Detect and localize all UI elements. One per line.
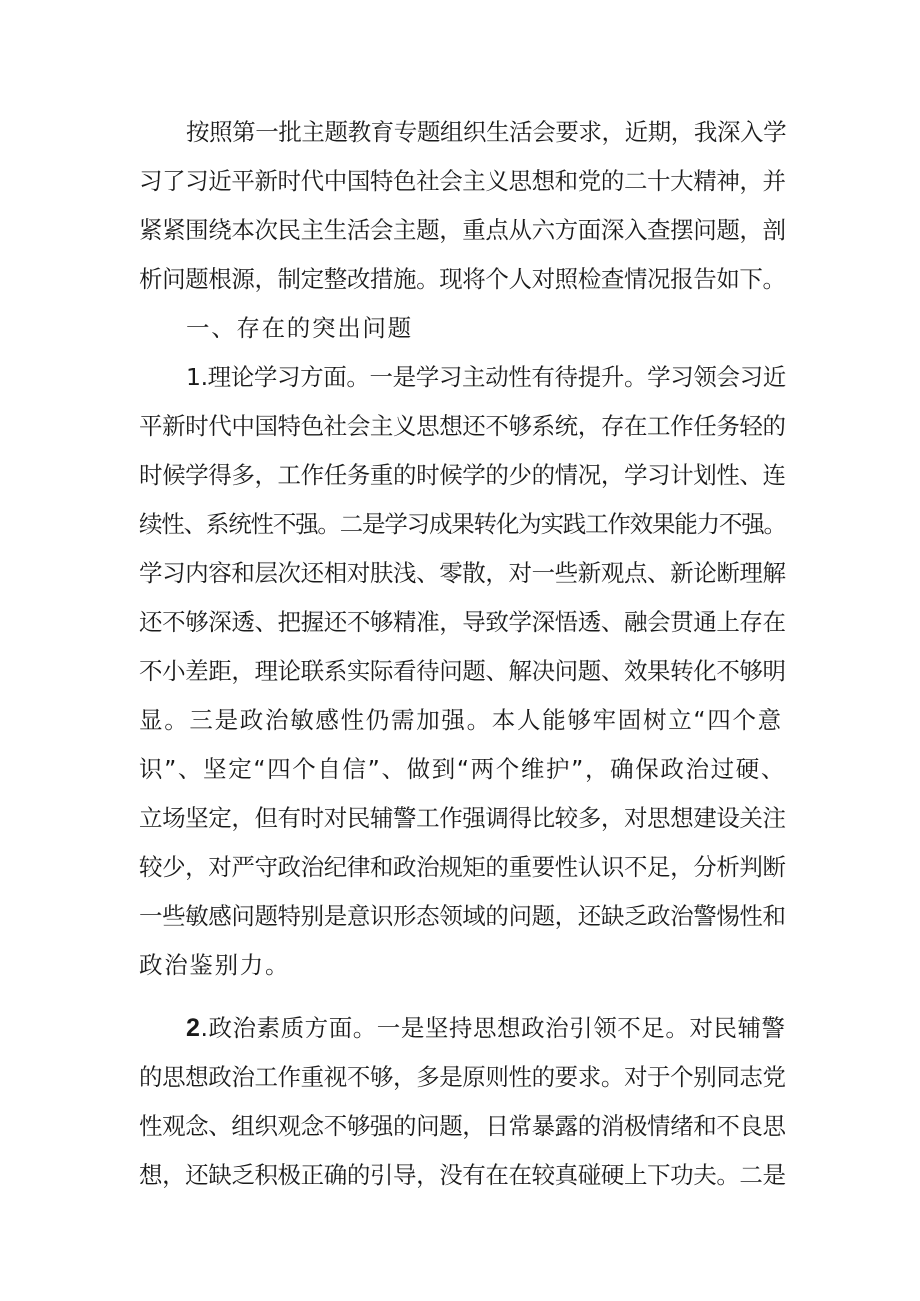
paragraph-1-line: 政治鉴别力。 — [139, 951, 291, 979]
paragraph-1-line: 1.理论学习方面。一是学习主动性有待提升。学习领会习近 — [186, 363, 786, 391]
intro-line: 析问题根源，制定整改措施。现将个人对照检查情况报告如下。 — [139, 265, 786, 293]
paragraph-1-line: 学习内容和层次还相对肤浅、零散，对一些新观点、新论断理解 — [139, 559, 786, 587]
paragraph-1-line: 一些敏感问题特别是意识形态领域的问题，还缺乏政治警惕性和 — [139, 902, 786, 930]
paragraph-2-line: 想，还缺乏积极正确的引导，没有在在较真碰硬上下功夫。二是 — [139, 1161, 786, 1189]
paragraph-1-line: 续性、系统性不强。二是学习成果转化为实践工作效果能力不强。 — [139, 510, 786, 538]
section-heading: 一、存在的突出问题 — [186, 314, 413, 342]
paragraph-1-line: 时候学得多，工作任务重的时候学的少的情况，学习计划性、连 — [139, 461, 786, 489]
paragraph-1-line: 显。三是政治敏感性仍需加强。本人能够牢固树立“四个意 — [139, 706, 783, 734]
paragraph-1-line: 还不够深透、把握还不够精准，导致学深悟透、融会贯通上存在 — [139, 608, 786, 636]
paragraph-1-line: 不小差距，理论联系实际看待问题、解决问题、效果转化不够明 — [139, 657, 786, 685]
paragraph-1-line: 较少，对严守政治纪律和政治规矩的重要性认识不足，分析判断 — [139, 853, 786, 881]
intro-line: 习了习近平新时代中国特色社会主义思想和党的二十大精神，并 — [139, 167, 786, 195]
paragraph-2-line: 性观念、组织观念不够强的问题，日常暴露的消极情绪和不良思 — [139, 1112, 786, 1140]
intro-line: 按照第一批主题教育专题组织生活会要求，近期，我深入学 — [186, 118, 787, 146]
paragraph-2-line: 的思想政治工作重视不够，多是原则性的要求。对于个别同志党 — [139, 1063, 786, 1091]
paragraph-1-line: 立场坚定，但有时对民辅警工作强调得比较多，对思想建设关注 — [139, 804, 786, 832]
paragraph-1-line: 平新时代中国特色社会主义思想还不够系统，存在工作任务轻的 — [139, 412, 786, 440]
paragraph-2-number: 2 — [186, 1014, 201, 1042]
paragraph-1-line: 识”、坚定“四个自信”、做到“两个维护”，确保政治过硬、 — [139, 755, 786, 783]
paragraph-2-first-text: .政治素质方面。一是坚持思想政治引领不足。对民辅警 — [200, 1014, 786, 1042]
paragraph-2-first-line — [186, 1013, 786, 1043]
intro-line: 紧紧围绕本次民主生活会主题，重点从六方面深入查摆问题，剖 — [139, 216, 786, 244]
